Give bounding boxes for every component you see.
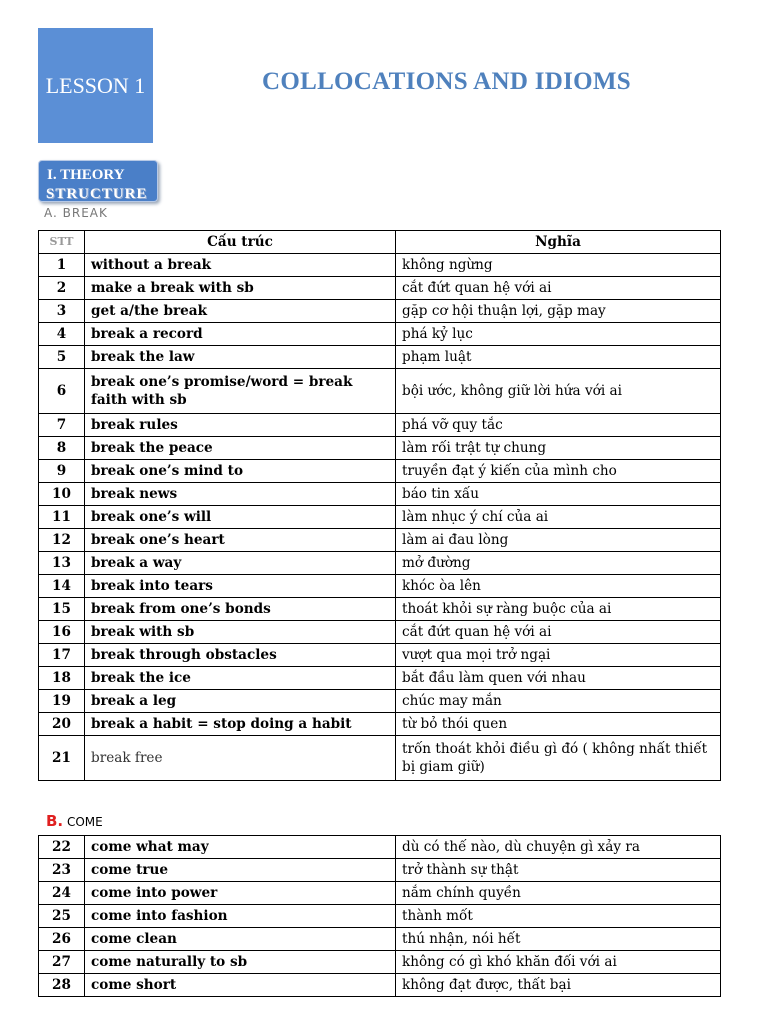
row-meaning: gặp cơ hội thuận lợi, gặp may — [396, 300, 721, 323]
table-row — [39, 905, 721, 928]
row-number: 25 — [39, 905, 85, 928]
row-number: 28 — [39, 974, 85, 997]
row-meaning: thoát khỏi sự ràng buộc của ai — [396, 598, 721, 621]
row-meaning: phạm luật — [396, 346, 721, 369]
row-phrase: get a/the break — [85, 300, 396, 323]
row-phrase: break one’s heart — [85, 529, 396, 552]
table-row — [39, 483, 721, 506]
row-number: 9 — [39, 460, 85, 483]
section-b-letter: B. — [46, 812, 64, 830]
row-phrase: break the peace — [85, 437, 396, 460]
row-phrase: come what may — [85, 836, 396, 859]
table-row — [39, 951, 721, 974]
table-row — [39, 598, 721, 621]
row-phrase: break a leg — [85, 690, 396, 713]
row-number: 21 — [39, 736, 85, 781]
row-meaning: trở thành sự thật — [396, 859, 721, 882]
row-number: 20 — [39, 713, 85, 736]
table-row — [39, 575, 721, 598]
row-phrase: break a record — [85, 323, 396, 346]
break-table — [38, 230, 721, 781]
row-meaning: không đạt được, thất bại — [396, 974, 721, 997]
table-row — [39, 254, 721, 277]
table-row — [39, 621, 721, 644]
row-phrase: come into fashion — [85, 905, 396, 928]
row-number: 11 — [39, 506, 85, 529]
table-row — [39, 369, 721, 414]
row-meaning: truyền đạt ý kiến của mình cho — [396, 460, 721, 483]
row-phrase: break one’s mind to — [85, 460, 396, 483]
table-row — [39, 644, 721, 667]
table-row — [39, 277, 721, 300]
table-row — [39, 690, 721, 713]
lesson-label: LESSON 1 — [45, 72, 146, 98]
row-phrase: break a habit = stop doing a habit — [85, 713, 396, 736]
header-meaning: Nghĩa — [396, 231, 721, 254]
row-number: 26 — [39, 928, 85, 951]
table-row — [39, 667, 721, 690]
row-phrase: break the ice — [85, 667, 396, 690]
table-row — [39, 460, 721, 483]
table-row — [39, 859, 721, 882]
row-phrase: without a break — [85, 254, 396, 277]
section-b-heading — [46, 812, 103, 830]
row-meaning: mở đường — [396, 552, 721, 575]
row-meaning: làm rối trật tự chung — [396, 437, 721, 460]
row-meaning: trốn thoát khỏi điều gì đó ( không nhất thiết bị giam giữ) — [396, 736, 721, 781]
come-table — [38, 835, 721, 997]
row-phrase: break into tears — [85, 575, 396, 598]
table-row — [39, 552, 721, 575]
table-row — [39, 300, 721, 323]
row-number: 7 — [39, 414, 85, 437]
row-phrase: break with sb — [85, 621, 396, 644]
row-meaning: từ bỏ thói quen — [396, 713, 721, 736]
row-phrase: break one’s will — [85, 506, 396, 529]
row-number: 3 — [39, 300, 85, 323]
row-meaning: thú nhận, nói hết — [396, 928, 721, 951]
row-meaning: cắt đứt quan hệ với ai — [396, 277, 721, 300]
row-number: 10 — [39, 483, 85, 506]
table-row — [39, 437, 721, 460]
row-phrase: come true — [85, 859, 396, 882]
row-number: 14 — [39, 575, 85, 598]
row-phrase: make a break with sb — [85, 277, 396, 300]
page-title: COLLOCATIONS AND IDIOMS — [262, 68, 631, 95]
row-number: 2 — [39, 277, 85, 300]
row-meaning: thành mốt — [396, 905, 721, 928]
row-meaning: làm ai đau lòng — [396, 529, 721, 552]
row-phrase: break the law — [85, 346, 396, 369]
row-meaning: chúc may mắn — [396, 690, 721, 713]
row-number: 6 — [39, 369, 85, 414]
row-number: 24 — [39, 882, 85, 905]
table-row — [39, 323, 721, 346]
row-phrase: break free — [85, 736, 396, 781]
table-row — [39, 414, 721, 437]
row-phrase: come short — [85, 974, 396, 997]
header-no: STT — [39, 231, 85, 254]
row-meaning: cắt đứt quan hệ với ai — [396, 621, 721, 644]
row-phrase: break rules — [85, 414, 396, 437]
theory-heading: I. THEORY — [47, 167, 125, 183]
row-meaning: làm nhục ý chí của ai — [396, 506, 721, 529]
row-number: 18 — [39, 667, 85, 690]
table-row — [39, 346, 721, 369]
table-row — [39, 736, 721, 781]
row-meaning: phá vỡ quy tắc — [396, 414, 721, 437]
table-header-row — [39, 231, 721, 254]
row-number: 8 — [39, 437, 85, 460]
row-number: 27 — [39, 951, 85, 974]
row-phrase: come clean — [85, 928, 396, 951]
table-row — [39, 713, 721, 736]
row-phrase: break one’s promise/word = break faith with sb — [85, 369, 396, 414]
row-meaning: vượt qua mọi trở ngại — [396, 644, 721, 667]
table-row — [39, 974, 721, 997]
header-structure: Cấu trúc — [85, 231, 396, 254]
row-number: 22 — [39, 836, 85, 859]
section-a-heading: A. BREAK — [44, 206, 108, 220]
row-meaning: không ngừng — [396, 254, 721, 277]
row-number: 13 — [39, 552, 85, 575]
row-phrase: break through obstacles — [85, 644, 396, 667]
row-phrase: break a way — [85, 552, 396, 575]
row-phrase: break news — [85, 483, 396, 506]
row-number: 12 — [39, 529, 85, 552]
row-meaning: khóc òa lên — [396, 575, 721, 598]
table-row — [39, 506, 721, 529]
row-number: 15 — [39, 598, 85, 621]
row-meaning: phá kỷ lục — [396, 323, 721, 346]
row-number: 19 — [39, 690, 85, 713]
section-b-label: COME — [66, 815, 103, 829]
lesson-box — [38, 28, 153, 143]
row-meaning: báo tin xấu — [396, 483, 721, 506]
row-phrase: break from one’s bonds — [85, 598, 396, 621]
table-row — [39, 928, 721, 951]
row-phrase: come into power — [85, 882, 396, 905]
row-number: 17 — [39, 644, 85, 667]
table-row — [39, 529, 721, 552]
row-number: 23 — [39, 859, 85, 882]
row-meaning: nắm chính quyền — [396, 882, 721, 905]
row-meaning: dù có thế nào, dù chuyện gì xảy ra — [396, 836, 721, 859]
row-number: 16 — [39, 621, 85, 644]
row-meaning: bội ước, không giữ lời hứa với ai — [396, 369, 721, 414]
row-phrase: come naturally to sb — [85, 951, 396, 974]
row-number: 1 — [39, 254, 85, 277]
table-row — [39, 836, 721, 859]
row-meaning: không có gì khó khăn đối với ai — [396, 951, 721, 974]
table-row — [39, 882, 721, 905]
structure-heading: STRUCTURE — [46, 186, 148, 202]
row-number: 4 — [39, 323, 85, 346]
row-meaning: bắt đầu làm quen với nhau — [396, 667, 721, 690]
row-number: 5 — [39, 346, 85, 369]
